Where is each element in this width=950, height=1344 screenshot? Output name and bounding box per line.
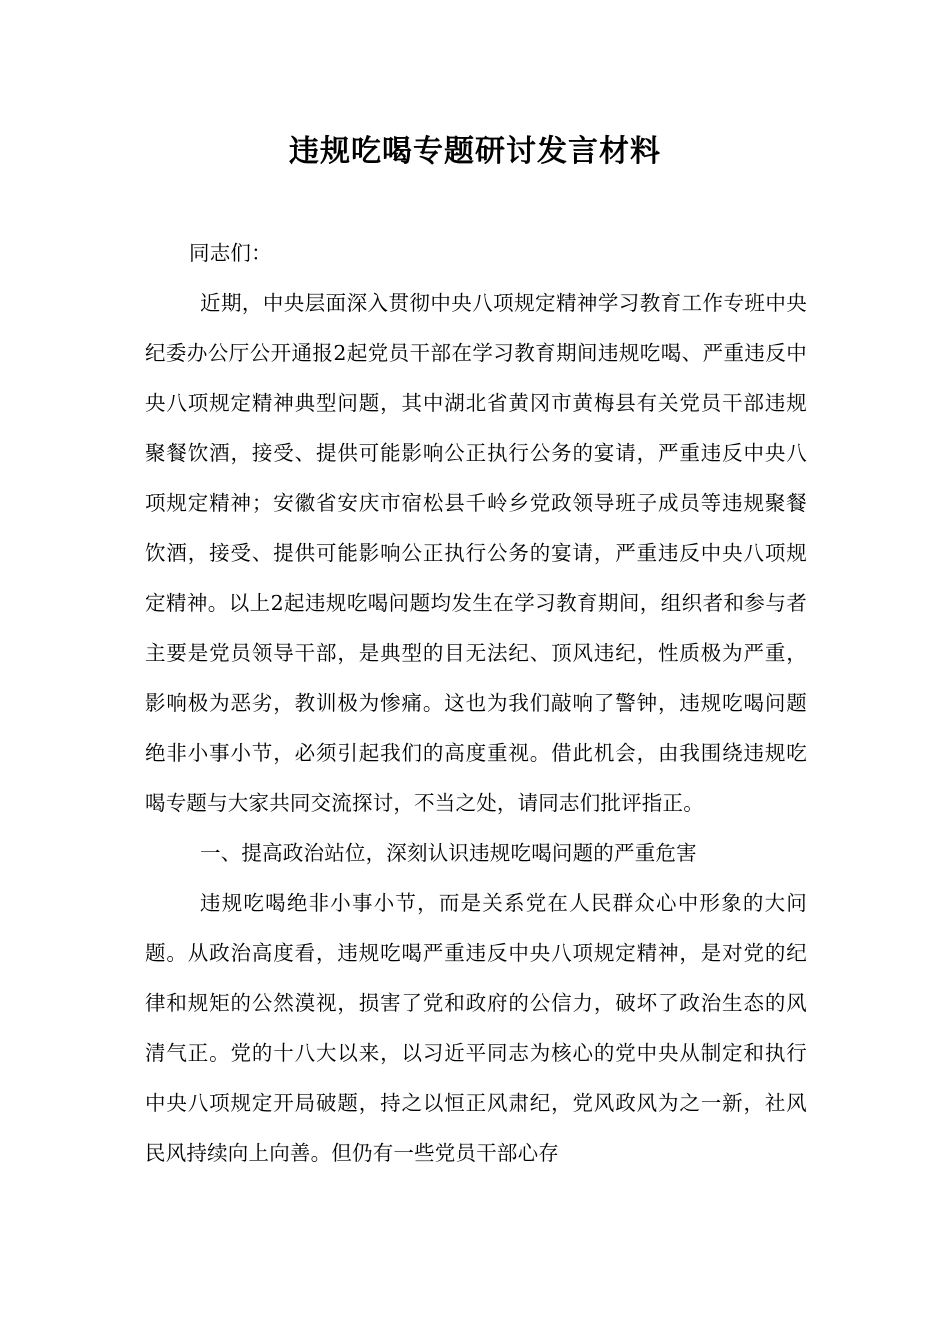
document-body — [145, 228, 807, 1178]
document-title: 违规吃喝专题研讨发言材料 — [289, 134, 661, 169]
paragraph-intro: 近期，中央层面深入贯彻中央八项规定精神学习教育工作专班中央纪委办公厅公开通报2起党员干部在学习教育期间违规吃喝、严重违反中央八项规定精神典型问题，其中湖北省黄冈市黄梅县有关党员干部违规聚餐饮酒，接受、提供可能影响公正执行公务的宴请，严重违反中央八项规定精神；安徽省安庆市宿松县千岭乡党政领导班子成员等违规聚餐饮酒，接受、提供可能影响公正执行公务的宴请，严重违反中央八项规定精神。以上2起违规吃喝问题均发生在学习教育期间，组织者和参与者主要是党员领导干部，是典型的目无法纪、顶风违纪，性质极为严重，影响极为恶劣，教训极为惨痛。这也为我们敲响了警钟，违规吃喝问题绝非小事小节，必须引起我们的高度重视。借此机会，由我围绕违规吃喝专题与大家共同交流探讨，不当之处，请同志们批评指正。 — [145, 291, 807, 815]
paragraph-section-1: 违规吃喝绝非小事小节，而是关系党在人民群众心中形象的大问题。从政治高度看，违规吃喝严重违反中央八项规定精神，是对党的纪律和规矩的公然漠视，损害了党和政府的公信力，破坏了政治生态的风清气正。党的十八大以来，以习近平同志为核心的党中央从制定和执行中央八项规定开局破题，持之以恒正风肃纪，党风政风为之一新，社风民风持续向上向善。但仍有一些党员干部心存 — [145, 891, 807, 1165]
salutation: 同志们： — [189, 241, 272, 265]
section-heading-1: 一、提高政治站位，深刻认识违规吃喝问题的严重危害 — [200, 841, 697, 865]
